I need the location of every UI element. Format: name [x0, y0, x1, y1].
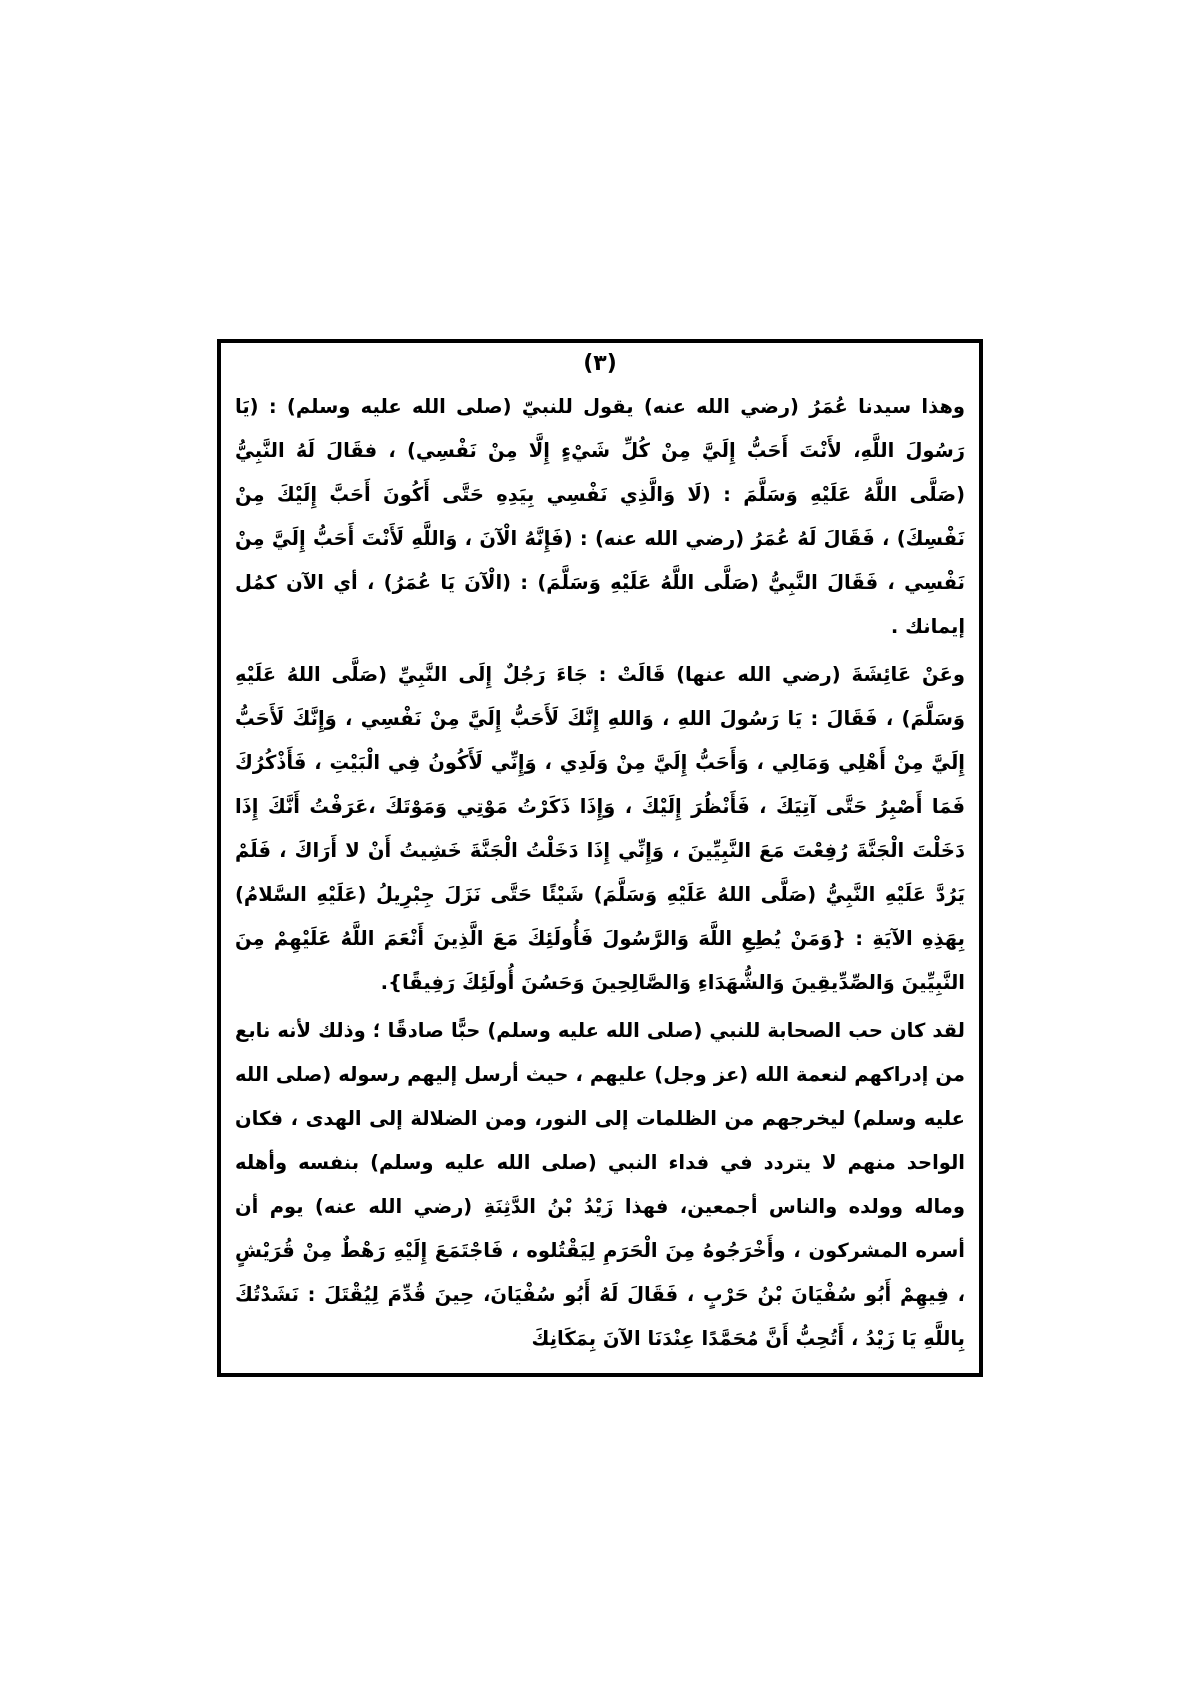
page-content — [235, 385, 965, 1361]
paragraph-aisha-hadith: وعَنْ عَائِشَةَ (رضي الله عنها) قَالَتْ : جَاءَ رَجُلٌ إِلَى النَّبِيِّ (صَلَّى اللهُ عَلَيْهِ وَسَلَّمَ) ، فَقَالَ : يَا رَسُولَ اللهِ ، وَاللهِ إِنَّكَ لَأَحَبُّ إِلَيَّ مِنْ نَفْسِي ، وَإِنَّكَ لَأَحَبُّ إِلَيَّ مِنْ أَهْلِي وَمَالِي ، وَأَحَبُّ إِلَيَّ مِنْ وَلَدِي ، وَإِنِّي لَأَكُونُ فِي الْبَيْتِ ، فَأَذْكُرُكَ فَمَا أَصْبِرُ حَتَّى آتِيَكَ ، فَأَنْظُرَ إِلَيْكَ ، وَإِذَا ذَكَرْتُ مَوْتِي وَمَوْتَكَ ،عَرَفْتُ أَنَّكَ إِذَا دَخَلْتَ الْجَنَّةَ رُفِعْتَ مَعَ النَّبِيِّينَ ، وَإِنِّي إِذَا دَخَلْتُ الْجَنَّةَ خَشِيتُ أَنْ لا أَرَاكَ ، فَلَمْ يَرُدَّ عَلَيْهِ النَّبِيُّ (صَلَّى اللهُ عَلَيْهِ وَسَلَّمَ) شَيْئًا حَتَّى نَزَلَ جِبْرِيلُ (عَلَيْهِ السَّلامُ) بِهَذِهِ الآيَةِ : {وَمَنْ يُطِعِ اللَّهَ وَالرَّسُولَ فَأُولَئِكَ مَعَ الَّذِينَ أَنْعَمَ اللَّهُ عَلَيْهِمْ مِنَ النَّبِيِّينَ وَالصِّدِّيقِينَ وَالشُّهَدَاءِ وَالصَّالِحِينَ وَحَسُنَ أُولَئِكَ رَفِيقًا}. — [235, 663, 965, 994]
paragraph-sahaba-love: لقد كان حب الصحابة للنبي (صلى الله عليه وسلم) حبًّا صادقًا ؛ وذلك لأنه نابع من إدراكهم لنعمة الله (عز وجل) عليهم ، حيث أرسل إليهم رسوله (صلى الله عليه وسلم) ليخرجهم من الظلمات إلى النور، ومن الضلالة إلى الهدى ، فكان الواحد منهم لا يتردد في فداء النبي (صلى الله عليه وسلم) بنفسه وأهله وماله وولده والناس أجمعين، فهذا زَيْدُ بْنُ الدَّثِنَةِ (رضي الله عنه) يوم أن أسره المشركون ، وأَخْرَجُوهُ مِنَ الْحَرَمِ لِيَقْتُلوه ، فَاجْتَمَعَ إِلَيْهِ رَهْطٌ مِنْ قُرَيْشٍ ، فِيهِمْ أَبُو سُفْيَانَ بْنُ حَرْبٍ ، فَقَالَ لَهُ أَبُو سُفْيَانَ، حِينَ قُدِّمَ لِيُقْتَلَ : نَشَدْتُكَ بِاللَّهِ يَا زَيْدُ ، أَتُحِبُّ أَنَّ مُحَمَّدًا عِنْدَنَا الآنَ بِمَكَانِكَ — [235, 1019, 965, 1350]
paragraph-umar-hadith: وهذا سيدنا عُمَرُ (رضي الله عنه) يقول للنبيّ (صلى الله عليه وسلم) : (يَا رَسُولَ اللَّهِ، لأَنْتَ أَحَبُّ إِلَيَّ مِنْ كُلِّ شَيْءٍ إِلَّا مِنْ نَفْسِي) ، فقَالَ لَهُ النَّبِيُّ (صَلَّى اللَّهُ عَلَيْهِ وَسَلَّمَ : (لَا وَالَّذِي نَفْسِي بِيَدِهِ حَتَّى أَكُونَ أَحَبَّ إِلَيْكَ مِنْ نَفْسِكَ) ، فَقَالَ لَهُ عُمَرُ (رضي الله عنه) : (فَإِنَّهُ الْآنَ ، وَاللَّهِ لَأَنْتَ أَحَبُّ إِلَيَّ مِنْ نَفْسِي ، فَقَالَ النَّبِيُّ (صَلَّى اللَّهُ عَلَيْهِ وَسَلَّمَ) : (الْآنَ يَا عُمَرُ) ، أي الآن كمُل إيمانك . — [235, 395, 965, 638]
page-number: (٣) — [583, 351, 617, 376]
page-frame — [217, 339, 983, 1377]
